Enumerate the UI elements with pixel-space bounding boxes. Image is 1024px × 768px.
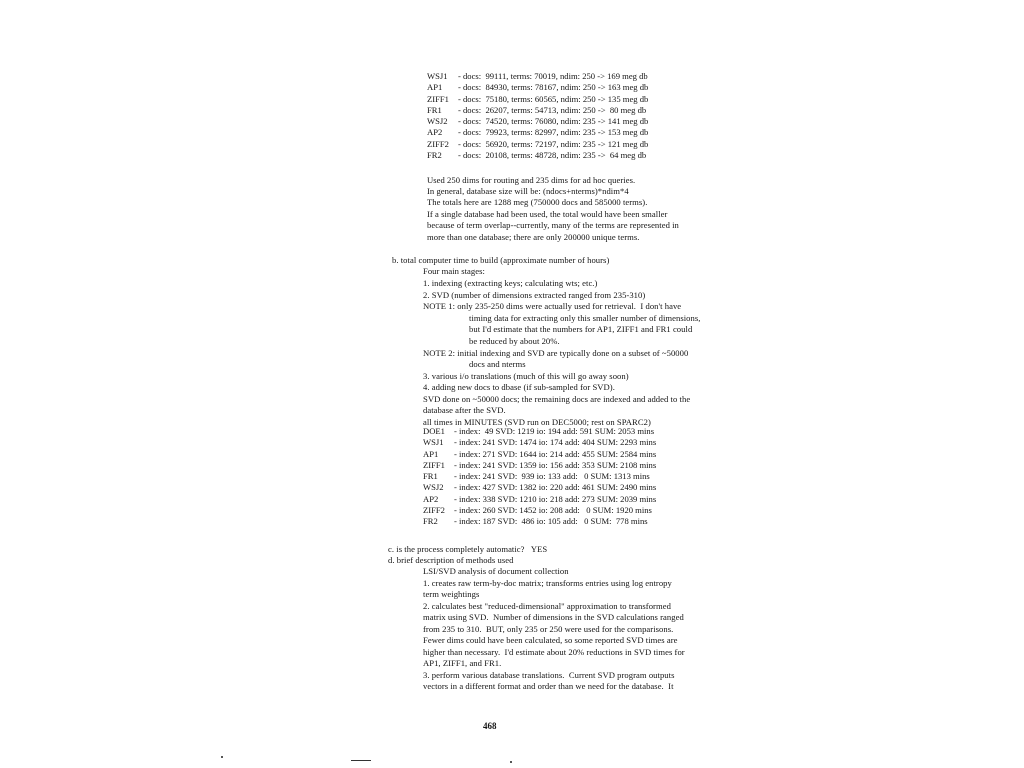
text-line: vectors in a different format and order than we need for the database. It	[423, 681, 674, 691]
text-line: 3. perform various database translations. Current SVD program outputs	[423, 670, 675, 680]
text-line: 3. various i/o translations (much of this will go away soon)	[423, 371, 629, 381]
text-line: database after the SVD.	[423, 405, 506, 415]
text-line: matrix using SVD. Number of dimensions in the SVD calculations ranged	[423, 612, 684, 622]
table-row	[427, 127, 737, 138]
table-row	[423, 482, 733, 493]
db-name: FR2	[427, 150, 442, 161]
db-name: WSJ2	[427, 116, 448, 127]
table-row	[423, 505, 733, 516]
text-line: The totals here are 1288 meg (750000 docs and 585000 terms).	[427, 197, 648, 207]
scan-speck	[221, 756, 223, 758]
text-line: 1. indexing (extracting keys; calculating wts; etc.)	[423, 278, 598, 288]
text-line: Fewer dims could have been calculated, so some reported SVD times are	[423, 635, 678, 645]
text-line: 1. creates raw term-by-doc matrix; transforms entries using log entropy	[423, 578, 672, 588]
database-size-table	[427, 71, 737, 161]
db-name: AP1	[423, 448, 439, 459]
db-info: - docs: 79923, terms: 82997, ndim: 235 -> 153 meg db	[458, 127, 649, 138]
db-name: ZIFF1	[423, 459, 445, 470]
db-info: - docs: 20108, terms: 48728, ndim: 235 -> 64 meg db	[458, 150, 647, 161]
text-line: all times in MINUTES (SVD run on DEC5000; rest on SPARC2)	[423, 417, 651, 427]
section-heading: b. total computer time to build (approximate number of hours)	[392, 255, 610, 265]
db-name: WSJ1	[423, 437, 444, 448]
table-row	[423, 516, 733, 527]
db-info: - docs: 75180, terms: 60565, ndim: 250 -> 135 meg db	[458, 93, 649, 104]
note-line: NOTE 1: only 235-250 dims were actually used for retrieval. I don't have	[423, 301, 682, 311]
text-line: Four main stages:	[423, 266, 485, 276]
text-line: 2. SVD (number of dimensions extracted ranged from 235-310)	[423, 290, 646, 300]
text-line: In general, database size will be: (ndocs+nterms)*ndim*4	[427, 186, 629, 196]
text-line: SVD done on ~50000 docs; the remaining docs are indexed and added to the	[423, 394, 691, 404]
db-name: AP2	[427, 127, 443, 138]
db-info: - docs: 99111, terms: 70019, ndim: 250 -> 169 meg db	[458, 71, 648, 81]
db-name: FR1	[423, 471, 438, 482]
text-line: more than one database; there are only 200000 unique terms.	[427, 232, 640, 242]
db-name: ZIFF1	[427, 93, 449, 104]
table-row	[423, 437, 733, 448]
timing-info: - index: 241 SVD: 939 io: 133 add: 0 SUM: 1313 mins	[454, 471, 650, 482]
table-row	[427, 139, 737, 150]
text-line: LSI/SVD analysis of document collection	[423, 566, 569, 576]
note-line: but I'd estimate that the numbers for AP1, ZIFF1 and FR1 could	[469, 324, 693, 334]
db-name: DOE1	[423, 426, 445, 436]
table-row	[427, 116, 737, 127]
db-info: - docs: 74520, terms: 76080, ndim: 235 -> 141 meg db	[458, 116, 649, 127]
table-row	[423, 449, 733, 460]
scan-speck	[510, 761, 512, 763]
timing-info: - index: 49 SVD: 1219 io: 194 add: 591 SUM: 2053 mins	[454, 426, 655, 436]
text-line: because of term overlap--currently, many of the terms are represented in	[427, 220, 679, 230]
db-name: AP1	[427, 82, 443, 93]
table-row	[423, 494, 733, 505]
note-line: timing data for extracting only this smaller number of dimensions,	[469, 313, 701, 323]
db-name: ZIFF2	[423, 505, 445, 516]
db-name: FR2	[423, 516, 438, 527]
table-row	[427, 105, 737, 116]
table-row	[423, 426, 733, 437]
db-info: - docs: 84930, terms: 78167, ndim: 250 -> 163 meg db	[458, 82, 649, 93]
text-line: from 235 to 310. BUT, only 235 or 250 were used for the comparisons.	[423, 624, 674, 634]
db-name: WSJ2	[423, 482, 444, 493]
table-row	[427, 94, 737, 105]
timing-info: - index: 271 SVD: 1644 io: 214 add: 455 SUM: 2584 mins	[454, 448, 657, 459]
table-row	[427, 82, 737, 93]
page-number: 468	[483, 721, 497, 731]
db-name: WSJ1	[427, 71, 448, 81]
table-row	[423, 460, 733, 471]
table-row	[423, 471, 733, 482]
text-line: 2. calculates best "reduced-dimensional" approximation to transformed	[423, 601, 671, 611]
timing-info: - index: 338 SVD: 1210 io: 218 add: 273 SUM: 2039 mins	[454, 493, 657, 504]
db-name: FR1	[427, 104, 442, 115]
section-heading: d. brief description of methods used	[388, 555, 514, 565]
table-row	[427, 71, 737, 82]
timing-info: - index: 260 SVD: 1452 io: 208 add: 0 SUM: 1920 mins	[454, 505, 652, 516]
text-line: Used 250 dims for routing and 235 dims for ad hoc queries.	[427, 175, 636, 185]
db-name: ZIFF2	[427, 138, 449, 149]
db-name: AP2	[423, 493, 439, 504]
text-line: AP1, ZIFF1, and FR1.	[423, 658, 502, 668]
text-line: higher than necessary. I'd estimate about 20% reductions in SVD times for	[423, 647, 685, 657]
timing-info: - index: 241 SVD: 1474 io: 174 add: 404 SUM: 2293 mins	[454, 437, 657, 448]
text-line: If a single database had been used, the total would have been smaller	[427, 209, 668, 219]
db-info: - docs: 26207, terms: 54713, ndim: 250 -> 80 meg db	[458, 104, 647, 115]
note-line: NOTE 2: initial indexing and SVD are typically done on a subset of ~50000	[423, 348, 689, 358]
db-info: - docs: 56920, terms: 72197, ndim: 235 -> 121 meg db	[458, 138, 649, 149]
table-row	[427, 150, 737, 161]
note-line: docs and nterms	[469, 359, 526, 369]
section-heading: c. is the process completely automatic? YES	[388, 544, 548, 554]
text-line: term weightings	[423, 589, 480, 599]
note-line: be reduced by about 20%.	[469, 336, 560, 346]
timing-table	[423, 426, 733, 528]
timing-info: - index: 241 SVD: 1359 io: 156 add: 353 SUM: 2108 mins	[454, 459, 657, 470]
scan-mark	[351, 760, 371, 761]
timing-info: - index: 187 SVD: 486 io: 105 add: 0 SUM: 778 mins	[454, 516, 648, 527]
timing-info: - index: 427 SVD: 1382 io: 220 add: 461 SUM: 2490 mins	[454, 482, 657, 493]
text-line: 4. adding new docs to dbase (if sub-sampled for SVD).	[423, 382, 615, 392]
